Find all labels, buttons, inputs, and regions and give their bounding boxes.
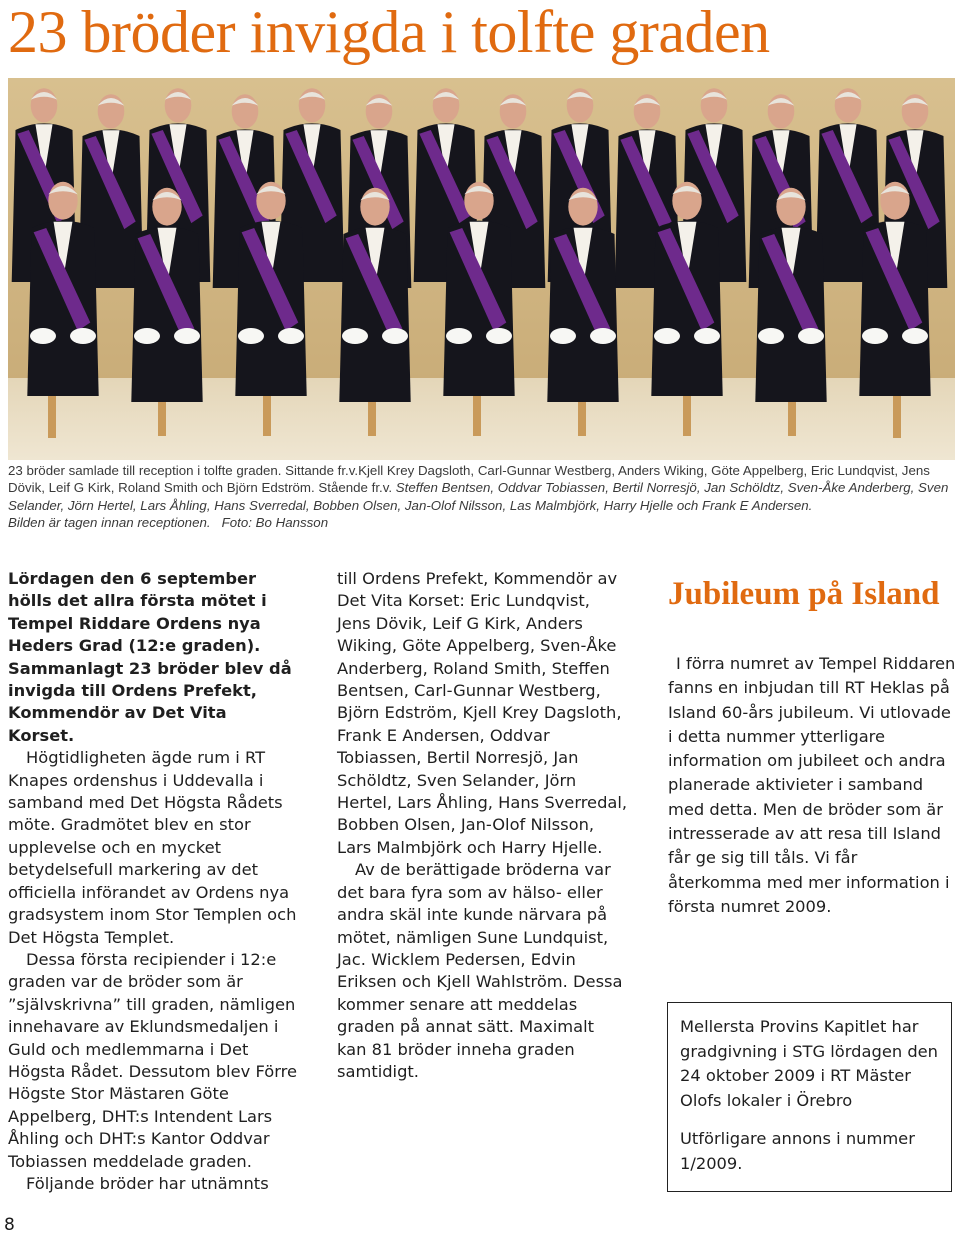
caption-standing-lead: Stående fr.v. — [318, 480, 393, 496]
article-paragraph: Högtidligheten ägde rum i RT Knapes ordenshus i Uddevalla i samband med Det Högsta Rådets möte. Gradmötet blev en stor upplevelse och en mycket betydelsefull markering av det officiella införandet av Ordens nya gradsystem inom Stor Templen och Det Högsta Templet. — [8, 748, 297, 947]
caption-note: Bilden är tagen innan receptionen. — [8, 515, 211, 531]
caption-seated: 23 bröder samlade till reception i tolfte graden. Sittande fr.v.Kjell Krey Dagsloth, Carl-Gunnar Westberg, Anders Wiking, Göte Appelberg, Eric Lundqvist, Jens Dövik, Leif G Kirk, Roland Smith och Björn Edström. — [8, 463, 930, 496]
group-photo — [8, 78, 955, 460]
notice-box — [667, 1002, 952, 1192]
article-column-2 — [337, 568, 628, 1083]
photo-credit: Foto: Bo Hansson — [221, 515, 329, 531]
notice-followup: Utförligare annons i nummer 1/2009. — [680, 1129, 915, 1173]
headline: 23 bröder invigda i tolfte graden — [8, 0, 770, 65]
article-paragraph: Följande bröder har utnämnts — [26, 1173, 269, 1193]
sidebar-body: I förra numret av Tempel Riddaren fanns en inbjudan till RT Heklas på Island 60-års jubileum. Vi utlovade i detta nummer ytterligare information om jubileet och andra planerade aktivieter i samband med detta. Men de bröder som är intresserade av att resa till Island får ge sig till tåls. Vi får återkomma med mer information i första numret 2009. — [668, 654, 956, 916]
caption-standing: Steffen Bentsen, Oddvar Tobiassen, Bertil Norresjö, Jan Schöldtz, Sven-Åke Anderberg, Sven Selander, Jörn Hertel, Lars Åhling, Hans Sverredal, Bobben Olsen, Jan-Olof Nilsson, Las Malmbjörk, Harry Hjelle och Frank E Andersen. — [8, 480, 949, 513]
article-paragraph: Dessa första recipiender i 12:e graden var de bröder som är ”självskrivna” till graden, nämligen innehavare av Eklundsmedaljen i Guld och medlemmarna i Det Högsta Rådet. Dessutom blev Förre Högste Stor Mästaren Göte Appelberg, DHT:s Intendent Lars Åhling och DHT:s Kantor Oddvar Tobiassen meddelade graden. — [8, 949, 297, 1171]
sidebar-heading: Jubileum på Island — [668, 576, 940, 612]
article-paragraph: Av de berättigade bröderna var det bara fyra som av hälso- eller andra skäl inte kunde närvara på mötet, nämligen Sune Lundquist, Jac. Wicklem Pedersen, Edvin Eriksen och Kjell Wahlström. Dessa kommer senare att meddelas graden på annat sätt. Maximalt kan 81 bröder inneha graden samtidigt. — [337, 860, 623, 1081]
photo-caption — [8, 462, 954, 532]
seated-row — [27, 182, 930, 402]
article-paragraph: till Ordens Prefekt, Kommendör av Det Vita Korset: Eric Lundqvist, Jens Dövik, Leif G Kirk, Anders Wiking, Göte Appelberg, Sven-Åke Anderberg, Roland Smith, Steffen Bentsen, Carl-Gunnar Westberg, Björn Edström, Kjell Krey Dagsloth, Frank E Andersen, Oddvar Tobiassen, Bertil Norresjö, Jan Schöldtz, Sven Selander, Jörn Hertel, Lars Åhling, Hans Sverredal, Bobben Olsen, Jan-Olof Nilsson, Lars Malmbjörk och Harry Hjelle. — [337, 569, 628, 857]
page-number: 8 — [4, 1215, 15, 1235]
article-lead: Lördagen den 6 september hölls det allra första mötet i Tempel Riddare Ordens nya Heders Grad (12:e graden). Sammanlagt 23 bröder blev då invigda till Ordens Prefekt, Kommendör av Det Vita Korset. — [8, 569, 292, 745]
group-photo-illustration — [8, 78, 955, 460]
article-column-1 — [8, 568, 298, 1195]
notice-text: Mellersta Provins Kapitlet har gradgivning i STG lördagen den 24 oktober 2009 i RT Mäster Olofs lokaler i Örebro — [680, 1017, 938, 1110]
